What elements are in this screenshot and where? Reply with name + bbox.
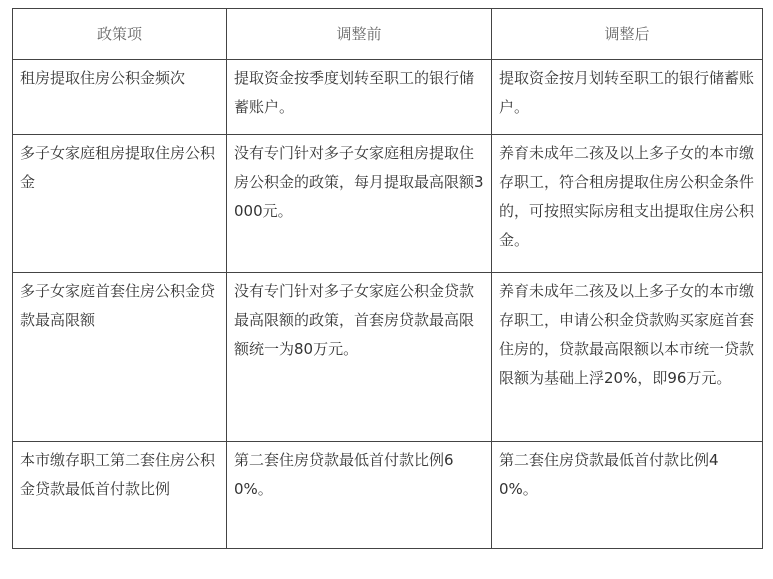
header-policy-item: 政策项 xyxy=(13,9,227,60)
table-row xyxy=(13,135,763,273)
policy-item-cell: 本市缴存职工第二套住房公积金贷款最低首付款比例 xyxy=(13,442,227,549)
table-header-row xyxy=(13,9,763,60)
table-row xyxy=(13,442,763,549)
table-row xyxy=(13,60,763,135)
after-cell: 养育未成年二孩及以上多子女的本市缴存职工，申请公积金贷款购买家庭首套住房的，贷款最高限额以本市统一贷款限额为基础上浮20%，即96万元。 xyxy=(492,273,763,442)
before-cell: 没有专门针对多子女家庭公积金贷款最高限额的政策，首套房贷款最高限额统一为80万元。 xyxy=(227,273,492,442)
before-cell: 没有专门针对多子女家庭租房提取住房公积金的政策，每月提取最高限额3000元。 xyxy=(227,135,492,273)
policy-comparison-table-wrapper xyxy=(12,8,762,549)
after-cell: 第二套住房贷款最低首付款比例40%。 xyxy=(492,442,763,549)
policy-item-cell: 多子女家庭首套住房公积金贷款最高限额 xyxy=(13,273,227,442)
table-row xyxy=(13,273,763,442)
before-cell: 提取资金按季度划转至职工的银行储蓄账户。 xyxy=(227,60,492,135)
after-cell: 提取资金按月划转至职工的银行储蓄账户。 xyxy=(492,60,763,135)
policy-item-cell: 租房提取住房公积金频次 xyxy=(13,60,227,135)
after-cell: 养育未成年二孩及以上多子女的本市缴存职工，符合租房提取住房公积金条件的，可按照实际房租支出提取住房公积金。 xyxy=(492,135,763,273)
policy-comparison-table xyxy=(12,8,763,549)
policy-item-cell: 多子女家庭租房提取住房公积金 xyxy=(13,135,227,273)
before-cell: 第二套住房贷款最低首付款比例60%。 xyxy=(227,442,492,549)
header-after-adjustment: 调整后 xyxy=(492,9,763,60)
header-before-adjustment: 调整前 xyxy=(227,9,492,60)
